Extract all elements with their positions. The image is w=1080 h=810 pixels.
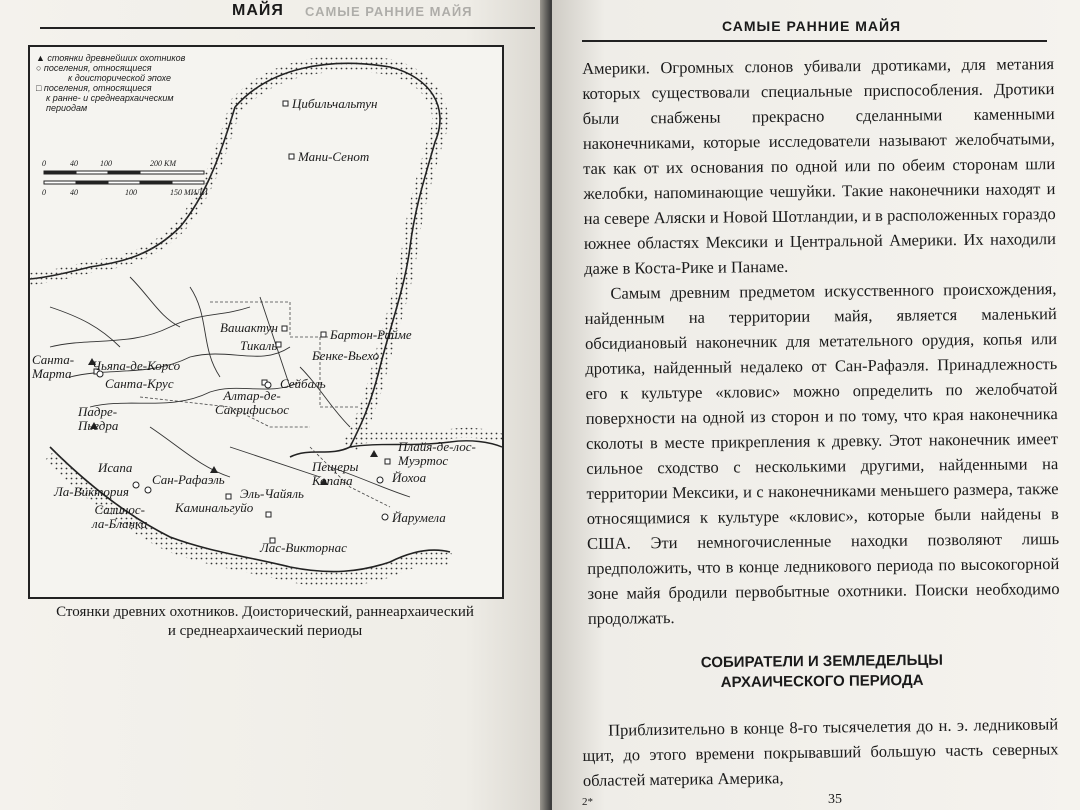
place-kaminalguio: Каминальгуйо	[175, 500, 254, 515]
right-body-text-2	[582, 711, 1059, 793]
place-la-viktoria: Ла-Виктория	[54, 484, 129, 499]
place-las-viktorias: Лас-Викторнас	[260, 540, 347, 555]
legend-line: к ранне- и среднеархаическим	[46, 93, 174, 103]
left-running-head-faded: САМЫЕ РАННИЕ МАЙЯ	[305, 4, 473, 19]
place-santa-marta: Санта- Марта	[32, 352, 75, 381]
place-tikal: Тикаль	[240, 338, 278, 353]
place-salinos-la-blanka: Салинос- ла-Бланка	[92, 502, 148, 531]
scale-label-km-100: 100	[100, 159, 112, 168]
legend-line: ▲ стоянки древнейших охотников	[36, 53, 186, 63]
left-running-head: МАЙЯ	[232, 2, 284, 19]
map-caption	[30, 603, 500, 641]
legend-line: периодам	[46, 103, 88, 113]
place-padre-piedra: Падре- Пьедра	[78, 404, 119, 433]
place-mani-senot: Мани-Сенот	[298, 149, 370, 164]
place-san-rafael: Сан-Рафаэль	[152, 472, 225, 487]
map-legend	[36, 53, 185, 113]
place-vashaktun: Вашактун	[220, 320, 278, 335]
scale-label-mi-100: 100	[125, 188, 137, 197]
scale-label-km-40: 40	[70, 159, 78, 168]
scale-label-mi-40: 40	[70, 188, 78, 197]
place-barton-raime: Бартон-Райме	[330, 327, 412, 342]
scale-label-km-0: 0	[42, 159, 46, 168]
place-seibal: Сейбаль	[280, 376, 326, 391]
caption-line-2: и среднеархаический периоды	[167, 623, 363, 639]
place-benke-viekho: Бенке-Вьехо	[312, 348, 380, 363]
place-altar: Алтар-де- Сакрифисьос	[215, 388, 290, 417]
paragraph-1: Америки. Огромных слонов убивали дротиками, для метания которых существовали специальные приспособления. Дротики были снабжены прекрасно сделанными каменными наконечниками, которые исследователи называют желобчатыми, так как от их основания по одной или по обеим сторонам шли желобки, напоминающие чешуйки. Такие наконечники находят и на севере Аляски и Новой Шотландии, и в расположенных гораздо южнее областях Мексики и Центральной Америки. Их находили даже в Коста-Рике и Панаме.	[582, 54, 1057, 278]
scale-label-km-200: 200 КМ	[150, 159, 176, 168]
right-header-rule	[582, 40, 1047, 42]
show-through-text	[0, 640, 520, 810]
paragraph-2: Самым древним предметом искусственного происхождения, найденным на территории майя, является маленький обсидиановый наконечник для метательного орудия, копья или дротика, найденный недалеко от Сан-Рафаэля. Принадлежность его к культуре «кловис» можно определить по желобчатой поверхности на одной из сторон и по тому, что края наконечника сколоты в месте прикрепления к древку. Этот наконечник имеет сильное сходство с несколькими другими, найденными на территории Мексики, и с наконечниками меньшего размера, также относящимися к культуре «кловис», которые были найдены в США. Эти немногочисленные находки позволяют лишь предположить, что в конце ледникового периода по высокогорной зоне майя бродили первобытные охотники. Поиски необходимо продолжать.	[584, 279, 1060, 628]
caption-line-1: Стоянки древних охотников. Доисторический, раннеархаический	[56, 604, 474, 620]
legend-line: к доисторической эпохе	[68, 73, 172, 83]
place-peshchery-kopana: Пещеры Копана	[312, 459, 359, 488]
paragraph-3: Приблизительно в конце 8-го тысячелетия до н. э. ледниковый щит, до этого времени покрывавший большую часть северных областей материка Америка,	[582, 714, 1059, 790]
place-chyapa-de-korso: Чьяпа-де-Корсо	[92, 358, 181, 373]
place-isapa: Исапа	[98, 460, 133, 475]
scale-label-mi-150: 150 МИЛИ	[170, 188, 208, 197]
scale-bars	[44, 171, 204, 184]
left-header-rule	[40, 27, 535, 29]
place-santa-krus: Санта-Крус	[105, 376, 174, 391]
section-heading	[632, 650, 1012, 694]
place-iarumela: Йарумела	[392, 510, 446, 525]
right-page	[552, 0, 1080, 810]
place-playa-de-los-muertos: Плайя-де-лос- Муэртос	[398, 439, 476, 468]
scale-label-mi-0: 0	[42, 188, 46, 197]
legend-line: □ поселения, относящиеся	[36, 83, 152, 93]
place-tsibilchaltun: Цибильчальтун	[292, 96, 378, 111]
signature-mark: 2*	[582, 796, 593, 808]
place-iokhoa: Йохоа	[392, 470, 427, 485]
section-title-line-2: АРХАИЧЕСКОГО ПЕРИОДА	[720, 671, 924, 692]
page-number: 35	[828, 792, 842, 807]
map-figure	[28, 45, 504, 599]
section-title-line-1: СОБИРАТЕЛИ И ЗЕМЛЕДЕЛЬЦЫ	[700, 651, 944, 672]
right-running-head: САМЫЕ РАННИЕ МАЙЯ	[722, 18, 902, 34]
right-body-text	[582, 51, 1060, 631]
place-el-chaial: Эль-Чайяль	[240, 486, 304, 501]
legend-line: ○ поселения, относящиеся	[36, 63, 152, 73]
